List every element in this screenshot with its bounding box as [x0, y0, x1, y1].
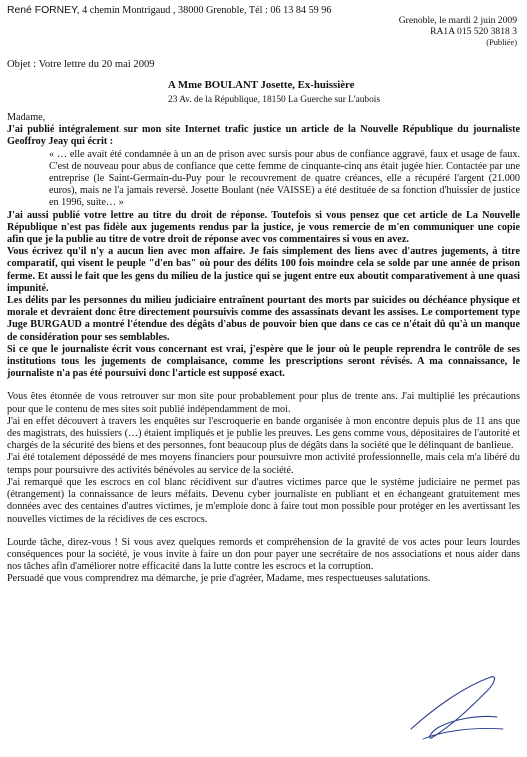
- paragraph-3: Vous écrivez qu'il n'y a aucun lien avec mon affaire. Je fais simplement des liens avec d'autres jugements, à titre comparatif, qui visent le peuple "d'en bas" où pour des délits 100 fois moindre cela se solde par une année de prison ferme. Et aussi le fait que les gens du milieu de la justice qui se jugent entre eux aboutit comparativement à une quasi impunité.: [7, 246, 520, 294]
- paragraph-10: Lourde tâche, direz-vous ! Si vous avez quelques remords et compréhension de la gravité de vos actes pour leurs lourdes conséquences pour la société, je vous invite à faire un don pour payer une secrétaire de nos associations et nous aider dans nos tâches afin d'améliorer notre efficacité dans la lutte contre les escrocs et la corruption.: [7, 536, 520, 573]
- spacer: [7, 380, 520, 391]
- letter-body: [7, 112, 520, 586]
- recipient-address: 23 Av. de la République, 18150 La Guerche sur L'aubois: [168, 95, 381, 105]
- recipient-name: A Mme BOULANT Josette, Ex-huissière: [168, 79, 355, 91]
- spacer: [7, 526, 520, 537]
- paragraph-7: J'ai en effet découvert à travers les enquêtes sur l'escroquerie en bande organisée à mon encontre depuis plus de 11 ans que des magistrats, des huissiers (…) étaient impliqués et je publie les preuves. Les gens comme vous, dépositaires de l'autorité et chargés de la sécurité des biens et des personnes, font beaucoup plus de dégâts dans la société que le délinquant de banlieue.: [7, 415, 520, 452]
- paragraph-5: Si ce que le journaliste écrit vous concernant est vrai, j'espère que le jour où le peuple reprendra le contrôle de ses institutions tous les jugements de complaisance, comme les prescriptions seront révisés. A ma connaissance, le journaliste n'a pas été poursuivi donc l'article est supposé exact.: [7, 343, 520, 380]
- paragraph-9: J'ai remarqué que les escrocs en col blanc récidivent sur d'autres victimes parce que le système judiciaire ne permet pas (étrangement) la connaissance de leurs méfaits. Devenu cyber journaliste en publiant et en échangeant gratuitement mes données avec des centaines d'autres victimes, je m'emploie donc à faire tout mon possible pour protéger en les avertissant les nouvelles victimes de la récidives de ces escrocs.: [7, 476, 520, 525]
- paragraph-4: Les délits par les personnes du milieu judiciaire entraînent pourtant des morts par suicides ou déchéance physique et morale et devraient donc être directement poursuivis comme des assassinats devant les assises. Le comportement type Juge BURGAUD a montré l'étendue des dégâts d'abus de pouvoir bien que dans ce cas ce n'était dû qu'à un manque de considération pour ses semblables.: [7, 295, 520, 343]
- handwritten-signature: [393, 669, 513, 749]
- subject-line: Objet : Votre lettre du 20 mai 2009: [7, 59, 155, 70]
- closing-line: Persuadé que vous comprendrez ma démarche, je prie d'agréer, Madame, mes respectueuses salutations.: [7, 573, 431, 585]
- sender-address: 4 chemin Montrigaud , 38000 Grenoble, Tél : 06 13 84 59 96: [79, 5, 332, 16]
- paragraph-1: J'ai publié intégralement sur mon site Internet trafic justice un article de la Nouvelle République du journaliste Geoffroy Jeay qui écrit :: [7, 124, 520, 148]
- date-block: [399, 15, 517, 48]
- sender-line: [7, 5, 332, 16]
- date-line: Grenoble, le mardi 2 juin 2009: [398, 15, 517, 26]
- salutation: Madame,: [7, 112, 46, 123]
- published-note: (Publiée): [486, 38, 517, 47]
- sender-name: René FORNEY,: [7, 5, 80, 16]
- paragraph-6: Vous êtes étonnée de vous retrouver sur mon site pour probablement pour plus de trente ans. J'ai multiplié les précautions pour que le contenu de mes sites soit publié indépendamment de moi.: [7, 391, 520, 415]
- paragraph-2: J'ai aussi publié votre lettre au titre du droit de réponse. Toutefois si vous pensez que cet article de La Nouvelle République n'est pas fidèle aux jugements rendus par la justice, je vous remercie de m'en communiquer une copie afin que je la publie au titre de votre droit de réponse avec vos commentaires si vous en avez.: [7, 209, 520, 246]
- reference-number: RA1A 015 520 3818 3: [430, 26, 517, 37]
- quote-block: « … elle avait été condamnée à un an de prison avec sursis pour abus de confiance aggravé, faux et usage de faux. C'est de nouveau pour abus de confiance que cette femme de cinquante-cinq ans était jugée hier. Contactée par une entreprise (le Saint-Germain-du-Puy pour le recouvrement de quatre créances, elle a récupéré l'argent (21.000 euros), mais ne l'a jamais reversé. Josette Boulant (née VAISSE) a été destituée de sa fonction d'huissier de justice en 1996, suite… »: [49, 148, 520, 209]
- paragraph-8: J'ai été totalement dépossédé de mes moyens financiers pour poursuivre mon activité professionnelle, mais cela m'a libéré du temps pour poursuivre des activités bénévoles au service de la société.: [7, 452, 520, 476]
